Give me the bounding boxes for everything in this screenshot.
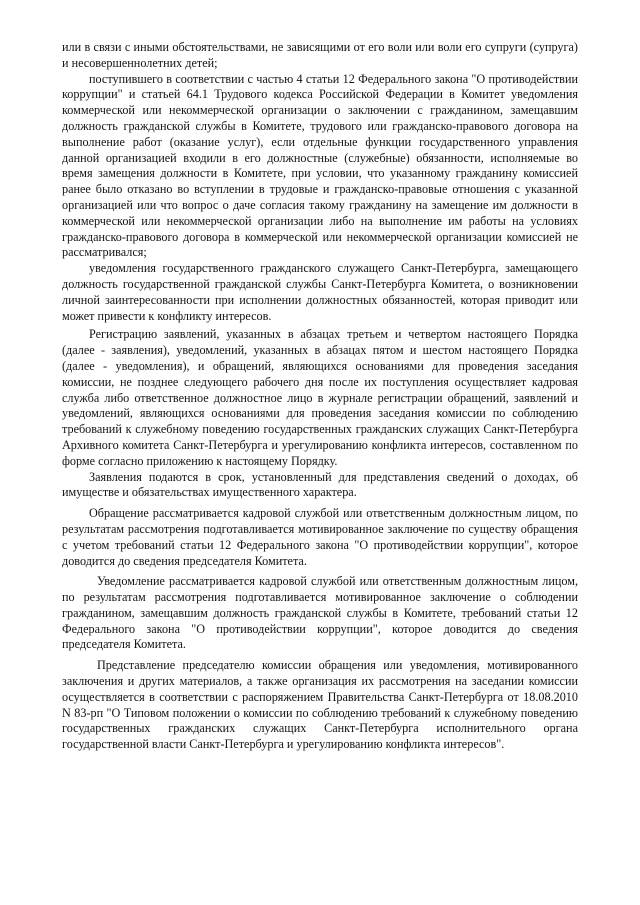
paragraph-registration: Регистрацию заявлений, указанных в абзацах третьем и четвертом настоящего Порядка (далее - заявления), уведомлений, указанных в абзацах пятом и шестом настоящего Порядка (далее - уведомления), и обращений, являющихся основаниями для проведения заседания комиссии, не позднее следующего рабочего дня после их поступления осуществляет кадровая служба либо ответственное должностное лицо в журнале регистрации обращений, заявлений и уведомлений, являющихся основаниями для проведения заседания комиссии по соблюдению требований к служебному поведению государственных гражданских служащих Санкт-Петербурга Архивного комитета Санкт-Петербурга и урегулированию конфликта интересов, составленном по форме согласно приложению к настоящему Порядку.: [62, 327, 578, 468]
document-page: [62, 40, 578, 753]
paragraph-continuation: или в связи с иными обстоятельствами, не зависящими от его воли или воли его супруги (супруга) и несовершеннолетних детей;: [62, 40, 578, 70]
paragraph-submission-deadline: Заявления подаются в срок, установленный для представления сведений о доходах, об имуществе и обязательствах имущественного характера.: [62, 469, 578, 500]
paragraph-notification-of-organization: поступившего в соответствии с частью 4 статьи 12 Федерального закона "О противодействии коррупции" и статьей 64.1 Трудового кодекса Российской Федерации в Комитет уведомления коммерческой или некоммерческой организации о заключении с гражданином, замещавшим должность гражданской службы в Комитете, трудового или гражданско-правового договора на выполнение работ (оказание услуг), если отдельные функции государственного управления данной организацией входили в его должностные (служебные) обязанности, исполняемые во время замещения должности в Комитете, при условии, что указанному гражданину комиссией ранее было отказано во вступлении в трудовые и гражданско-правовые отношения с указанной организацией или что вопрос о даче согласия такому гражданину на замещение им должности в коммерческой или некоммерческой организации либо на выполнение им работы на условиях гражданско-правового договора в коммерческой или некоммерческой организации комиссией не рассматривался;: [62, 71, 578, 260]
paragraph-notification-review: Уведомление рассматривается кадровой службой или ответственным должностным лицом, по результатам рассмотрения подготавливается мотивированное заключение о соблюдении гражданином, замещавшим должность гражданской службы в Комитете, требований статьи 12 Федерального закона "О противодействии коррупции", которое доводится до сведения председателя Комитета.: [62, 574, 578, 652]
paragraph-presentation-to-chairman: Представление председателю комиссии обращения или уведомления, мотивированного заключения и других материалов, а также организация их рассмотрения на заседании комиссии осуществляется в соответствии с распоряжением Правительства Санкт-Петербурга от 18.08.2010 N 83-рп "О Типовом положении о комиссии по соблюдению требований к служебному поведению государственных гражданских служащих Санкт-Петербурга исполнительного органа государственной власти Санкт-Петербурга и урегулированию конфликта интересов".: [62, 658, 578, 752]
paragraph-appeal-review: Обращение рассматривается кадровой службой или ответственным должностным лицом, по результатам рассмотрения подготавливается мотивированное заключение по существу обращения с учетом требований статьи 12 Федерального закона "О противодействии коррупции", которое доводится до сведения председателя Комитета.: [62, 506, 578, 568]
paragraph-personal-interest-notification: уведомления государственного гражданского служащего Санкт-Петербурга, замещающего должность государственной гражданской службы Санкт-Петербурга Комитета, о возникновении личной заинтересованности при исполнении должностных обязанностей, которая приводит или может привести к конфликту интересов.: [62, 261, 578, 323]
